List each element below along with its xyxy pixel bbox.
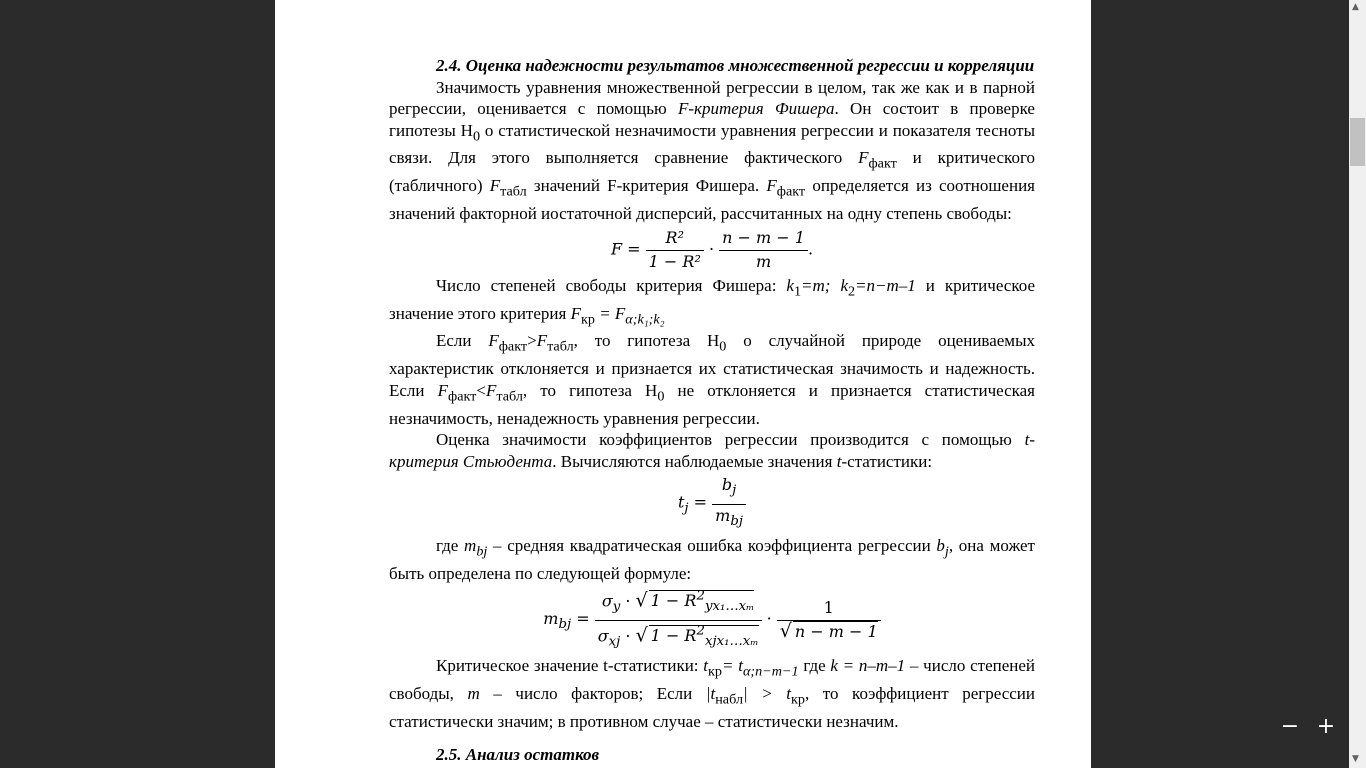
- radicand: [649, 589, 755, 615]
- subscript: bj: [476, 543, 488, 559]
- subscript: табл: [547, 338, 574, 355]
- symbol-b: b: [721, 475, 733, 495]
- symbol-k: k: [786, 275, 794, 295]
- symbol-f: F: [536, 331, 548, 351]
- numerator: n − m − 1: [719, 227, 808, 252]
- subscript: yx₁…xₘ: [704, 599, 755, 615]
- operator: ·: [620, 591, 636, 611]
- subscript: bj: [730, 514, 743, 530]
- symbol-m: m: [467, 683, 480, 703]
- symbol-t: t: [836, 451, 842, 471]
- operator: =: [571, 609, 590, 629]
- viewer-background-right: [1091, 0, 1349, 768]
- text: и критическое значение этого критерия: [389, 275, 1035, 323]
- symbol-sigma: σ: [601, 591, 613, 611]
- numerator: 1: [777, 597, 881, 622]
- subscript: 0: [719, 338, 727, 355]
- subscript: факт: [498, 338, 528, 355]
- expr: 1 − R: [650, 626, 697, 646]
- text: Оценка значимости коэффициентов регрессии производится с помощью: [436, 430, 1025, 450]
- subscript: 1: [793, 283, 802, 300]
- expr: =m;: [801, 275, 841, 295]
- symbol-f: F: [485, 380, 497, 400]
- subscript: bj: [558, 617, 572, 633]
- period: .: [807, 239, 814, 259]
- zoom-in-button[interactable]: +: [1316, 714, 1336, 739]
- sqrt-icon: √: [779, 620, 792, 643]
- text: Число степеней свободы критерия Фишера:: [436, 275, 787, 295]
- paragraph-std-error: [389, 535, 1035, 584]
- subscript: j: [732, 483, 737, 499]
- symbol-f: F: [437, 380, 449, 400]
- fraction: [595, 586, 762, 653]
- paragraph-t-test: [389, 429, 1035, 472]
- numerator: [712, 474, 746, 505]
- numerator: [595, 586, 762, 621]
- superscript: 2: [696, 624, 705, 640]
- symbol-f: F: [858, 148, 869, 168]
- text: -статистики:: [841, 451, 933, 471]
- subscript: факт: [448, 388, 477, 405]
- subscript: табл: [500, 183, 527, 200]
- numerator: R²: [646, 227, 704, 252]
- text: Если: [436, 331, 489, 351]
- subscript: табл: [496, 388, 523, 405]
- subscript: кр: [791, 691, 805, 708]
- subscript: α;k₁;k₂: [625, 310, 665, 327]
- expr: 1 − R: [650, 591, 697, 611]
- section-heading-2-4: 2.4. Оценка надежности результатов множественной регрессии и корреляции: [436, 56, 1035, 75]
- text: Критическое значение t-статистики:: [436, 656, 704, 676]
- radicand: [649, 624, 759, 650]
- subscript: xjx₁…xₘ: [704, 634, 759, 650]
- fraction: [777, 597, 881, 643]
- symbol-f: F: [570, 303, 581, 323]
- text: Значимость уравнения множественной регрессии в целом, так же как и в парной регрессии, оценивается с помощью: [389, 77, 1035, 118]
- scrollbar-thumb[interactable]: [1350, 118, 1365, 166]
- subscript: y: [612, 599, 621, 615]
- sqrt-icon: √: [635, 589, 648, 612]
- text: – число степеней свободы,: [389, 656, 1036, 703]
- formula-f-statistic: [389, 227, 1035, 273]
- fraction: [712, 474, 746, 532]
- formula-t-statistic: [389, 474, 1035, 532]
- subscript: факт: [868, 155, 897, 172]
- paragraph-degrees-freedom: [389, 275, 1035, 331]
- viewer-background-left: [0, 0, 275, 768]
- formula-lhs: F =: [610, 239, 641, 259]
- symbol-t: t: [703, 656, 709, 676]
- subscript: α;n−m−1: [742, 663, 799, 680]
- text: – число факторов; Если: [479, 683, 706, 703]
- text: не отклоняется и признается статистическая незначимость, ненадежность уравнения регрессии.: [389, 380, 1036, 428]
- text: о статистической незначимости уравнения регрессии и показателя тесноты связи. Для этого выполняется сравнение фактического: [389, 120, 1035, 168]
- subscript: 0: [472, 127, 481, 144]
- text: , то коэффициент регрессии статистически значим; в противном случае – статистически незначим.: [389, 683, 1035, 731]
- text: . Он состоит в проверке гипотезы H: [389, 99, 1035, 140]
- expr: = F: [594, 303, 626, 323]
- term-student: t-критерия Стьюдента: [389, 430, 1035, 471]
- symbol-b: b: [936, 535, 945, 555]
- term-fisher: F-критерия Фишера: [677, 99, 835, 118]
- operator: =: [688, 492, 708, 512]
- scroll-up-icon[interactable]: ▲: [1352, 2, 1359, 12]
- symbol-k: k: [840, 275, 848, 295]
- zoom-out-button[interactable]: −: [1280, 714, 1300, 739]
- symbol-t: t: [677, 492, 685, 512]
- operator: ·: [708, 239, 715, 259]
- section-heading-2-5: 2.5. Анализ остатков: [436, 745, 600, 765]
- symbol-f: F: [488, 331, 499, 351]
- subscript: 2: [848, 283, 856, 300]
- formula-std-error: [389, 586, 1035, 653]
- text: , то гипотеза H: [573, 331, 720, 351]
- superscript: 2: [696, 589, 705, 604]
- text: и критического (табличного): [389, 148, 1035, 196]
- operator: ·: [620, 626, 636, 646]
- subscript: j: [684, 501, 689, 517]
- expr: =n−m–1: [855, 275, 916, 295]
- operator: >: [527, 331, 537, 351]
- subscript: xj: [608, 634, 621, 650]
- denominator: [595, 621, 762, 653]
- symbol-sigma: σ: [597, 626, 609, 646]
- expr: |t: [705, 683, 716, 703]
- expr: | > t: [743, 683, 792, 703]
- text: – средняя квадратическая ошибка коэффициента регрессии: [487, 535, 937, 555]
- text: , то гипотеза H: [522, 380, 658, 400]
- fraction: [719, 227, 808, 273]
- denominator: m: [755, 252, 772, 272]
- scroll-down-icon[interactable]: ▼: [1352, 754, 1359, 764]
- expr: k = n–m–1: [830, 656, 906, 676]
- symbol-m: m: [543, 609, 559, 629]
- expr: = t: [721, 656, 743, 676]
- text: о случайной природе оцениваемых характеристик отклоняется и признается их статистическая значимость и надежность. Если: [389, 331, 1035, 400]
- subscript: кр: [708, 663, 722, 680]
- text: определяется из соотношения значений факторной иостаточной дисперсий, рассчитанных на одну степень свободы:: [389, 176, 1035, 224]
- text: , она может быть определена по следующей формуле:: [389, 535, 1035, 583]
- denominator: [777, 621, 881, 643]
- subscript: набл: [715, 691, 744, 708]
- vertical-scrollbar[interactable]: [1349, 0, 1366, 768]
- subscript: 0: [657, 388, 665, 405]
- symbol-f: F: [489, 176, 501, 196]
- symbol-m: m: [715, 505, 731, 525]
- text: где: [798, 656, 831, 676]
- paragraph-f-test: [389, 77, 1035, 225]
- paragraph-t-critical: [389, 655, 1035, 732]
- fraction: [646, 227, 704, 273]
- denominator: 1 − R²: [648, 252, 701, 272]
- text: значений F-критерия Фишера.: [526, 176, 767, 196]
- operator: <: [476, 380, 486, 400]
- sqrt-icon: √: [635, 624, 648, 647]
- subscript: кр: [580, 310, 595, 327]
- paragraph-f-decision: [389, 330, 1035, 429]
- page-content: [389, 55, 1035, 766]
- denominator: [712, 505, 746, 533]
- operator: ·: [766, 609, 772, 629]
- symbol-f: F: [766, 176, 777, 196]
- text: где: [436, 535, 465, 555]
- text: . Вычисляются наблюдаемые значения: [552, 451, 837, 471]
- radicand: n − m − 1: [794, 622, 878, 642]
- subscript: факт: [776, 183, 806, 200]
- document-page: [275, 0, 1091, 768]
- subscript: j: [944, 543, 949, 559]
- symbol-m: m: [464, 535, 477, 555]
